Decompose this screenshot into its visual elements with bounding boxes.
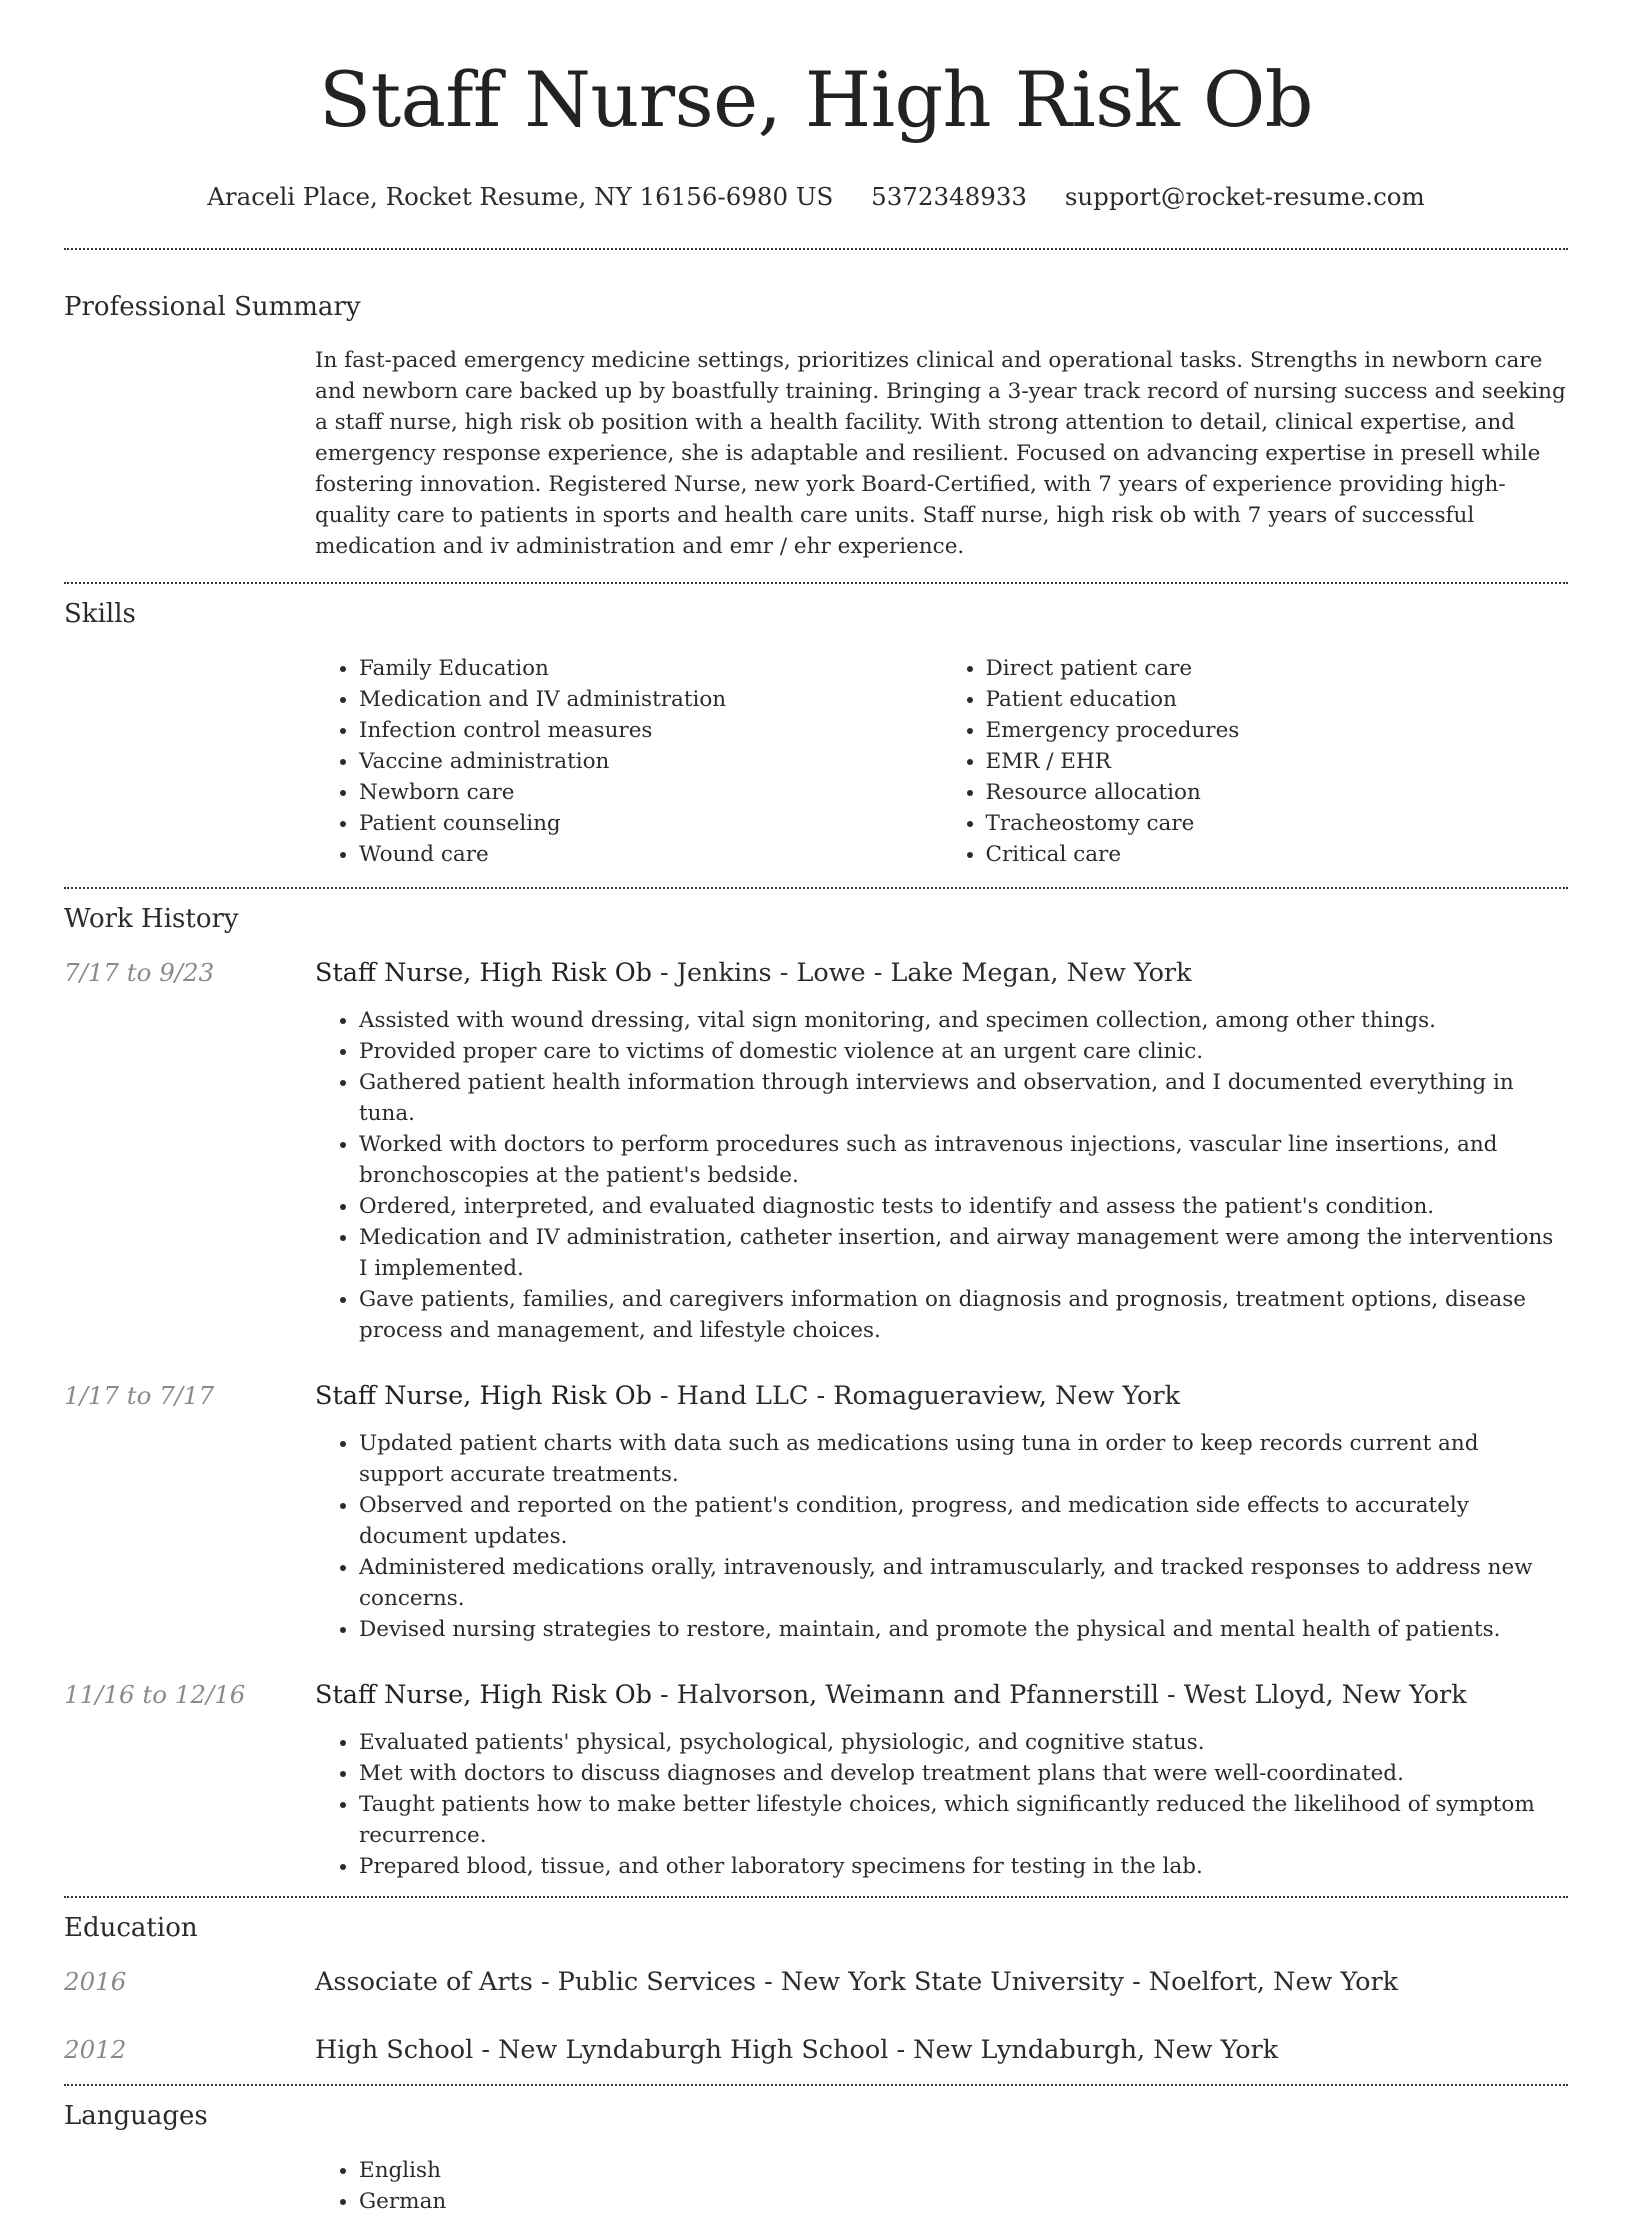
skills-column-right	[942, 653, 1569, 870]
skill-item: • Family Education	[359, 653, 942, 684]
job-entry	[64, 1679, 1568, 1882]
skill-item: • Newborn care	[359, 777, 942, 808]
job-bullets	[315, 1727, 1568, 1882]
education-year: 2012	[64, 2035, 127, 2064]
skill-item: • Wound care	[359, 839, 942, 870]
education-line	[315, 2034, 1278, 2066]
job-bullets	[315, 1005, 1568, 1346]
education-school: - New Lyndaburgh High School - New Lyndaburgh, New York	[473, 2035, 1279, 2065]
job-dates: 1/17 to 7/17	[64, 1381, 215, 1410]
job-employer: - Halvorson, Weimann and Pfannerstill - West Lloyd, New York	[651, 1680, 1467, 1710]
skill-item: • Tracheostomy care	[986, 808, 1569, 839]
resume-name: Staff Nurse, High Risk Ob	[319, 55, 1313, 144]
job-title	[315, 1679, 1568, 1711]
skill-item: • Infection control measures	[359, 715, 942, 746]
contact-line	[64, 182, 1568, 218]
skill-item: • Patient counseling	[359, 808, 942, 839]
job-bullets	[315, 1428, 1568, 1645]
work-heading: Work History	[64, 904, 239, 934]
job-employer: - Hand LLC - Romagueraview, New York	[651, 1381, 1181, 1411]
job-role: Staff Nurse, High Risk Ob	[315, 1381, 652, 1411]
education-heading: Education	[64, 1913, 198, 1943]
job-bullet: • Gave patients, families, and caregivers information on diagnosis and prognosis, treatment options, disease process and management, and lifestyle choices.	[359, 1284, 1568, 1346]
skills-column-left	[315, 653, 942, 870]
skill-item: • Critical care	[986, 839, 1569, 870]
languages-list	[315, 2155, 1568, 2217]
job-entry	[64, 957, 1568, 1346]
job-bullet: • Gathered patient health information through interviews and observation, and I documented everything in tuna.	[359, 1067, 1568, 1129]
education-year: 2016	[64, 1967, 127, 1996]
job-title	[315, 957, 1568, 989]
education-degree: Associate of Arts - Public Services	[315, 1967, 757, 1997]
summary-text: In fast-paced emergency medicine settings, prioritizes clinical and operational tasks. Strengths in newborn care and newborn care backed up by boastfully training. Bringing a 3-year track record of nursing success and seeking a staff nurse, high risk ob position with a health facility. With strong attention to detail, clinical expertise, and emergency response experience, she is adaptable and resilient. Focused on advancing expertise in presell while fostering innovation. Registered Nurse, new york Board-Certified, with 7 years of experience providing high-quality care to patients in sports and health care units. Staff nurse, high risk ob with 7 years of successful medication and iv administration and emr / ehr experience.	[315, 348, 1566, 559]
resume-page	[64, 0, 1568, 2217]
job-bullet: • Provided proper care to victims of domestic violence at an urgent care clinic.	[359, 1036, 1568, 1067]
job-bullet: • Evaluated patients' physical, psychological, physiologic, and cognitive status.	[359, 1727, 1568, 1758]
language-item: • English	[359, 2155, 1568, 2186]
skill-item: • Emergency procedures	[986, 715, 1569, 746]
language-item: • German	[359, 2186, 1568, 2217]
job-bullet: • Administered medications orally, intravenously, and intramuscularly, and tracked responses to address new concerns.	[359, 1552, 1568, 1614]
skill-item: • Direct patient care	[986, 653, 1569, 684]
job-bullet: • Met with doctors to discuss diagnoses and develop treatment plans that were well-coordinated.	[359, 1758, 1568, 1789]
education-school: - New York State University - Noelfort, New York	[756, 1967, 1399, 1997]
job-role: Staff Nurse, High Risk Ob	[315, 958, 652, 988]
skill-item: • Medication and IV administration	[359, 684, 942, 715]
skills-heading: Skills	[64, 599, 136, 629]
job-dates: 7/17 to 9/23	[64, 958, 215, 987]
languages-heading: Languages	[64, 2101, 208, 2131]
job-role: Staff Nurse, High Risk Ob	[315, 1680, 652, 1710]
education-entry	[64, 2034, 1568, 2066]
skill-item: • EMR / EHR	[986, 746, 1569, 777]
job-dates: 11/16 to 12/16	[64, 1680, 246, 1709]
skill-item: • Vaccine administration	[359, 746, 942, 777]
section-divider	[64, 2084, 1568, 2086]
job-bullet: • Taught patients how to make better lifestyle choices, which significantly reduced the likelihood of symptom recurrence.	[359, 1789, 1568, 1851]
skill-item: • Resource allocation	[986, 777, 1569, 808]
section-divider	[64, 248, 1568, 250]
summary-heading: Professional Summary	[64, 292, 361, 322]
job-bullet: • Devised nursing strategies to restore, maintain, and promote the physical and mental health of patients.	[359, 1614, 1568, 1645]
contact-phone: 5372348933	[871, 182, 1028, 211]
job-bullet: • Prepared blood, tissue, and other laboratory specimens for testing in the lab.	[359, 1851, 1568, 1882]
education-entry	[64, 1966, 1568, 1998]
section-divider	[64, 887, 1568, 889]
job-title	[315, 1380, 1568, 1412]
job-employer: - Jenkins - Lowe - Lake Megan, New York	[651, 958, 1192, 988]
job-bullet: • Assisted with wound dressing, vital sign monitoring, and specimen collection, among other things.	[359, 1005, 1568, 1036]
section-divider	[64, 582, 1568, 584]
job-bullet: • Worked with doctors to perform procedures such as intravenous injections, vascular line insertions, and bronchoscopies at the patient's bedside.	[359, 1129, 1568, 1191]
contact-address: Araceli Place, Rocket Resume, NY 16156-6980 US	[207, 182, 834, 211]
job-entry	[64, 1380, 1568, 1645]
job-bullet: • Medication and IV administration, catheter insertion, and airway management were among the interventions I implemented.	[359, 1222, 1568, 1284]
section-divider	[64, 1896, 1568, 1898]
job-bullet: • Ordered, interpreted, and evaluated diagnostic tests to identify and assess the patient's condition.	[359, 1191, 1568, 1222]
skill-item: • Patient education	[986, 684, 1569, 715]
job-bullet: • Updated patient charts with data such as medications using tuna in order to keep records current and support accurate treatments.	[359, 1428, 1568, 1490]
skills-list	[315, 653, 1568, 870]
contact-email[interactable]: support@rocket-resume.com	[1064, 182, 1425, 211]
education-degree: High School	[315, 2035, 474, 2065]
job-bullet: • Observed and reported on the patient's condition, progress, and medication side effects to accurately document updates.	[359, 1490, 1568, 1552]
education-line	[315, 1966, 1398, 1998]
